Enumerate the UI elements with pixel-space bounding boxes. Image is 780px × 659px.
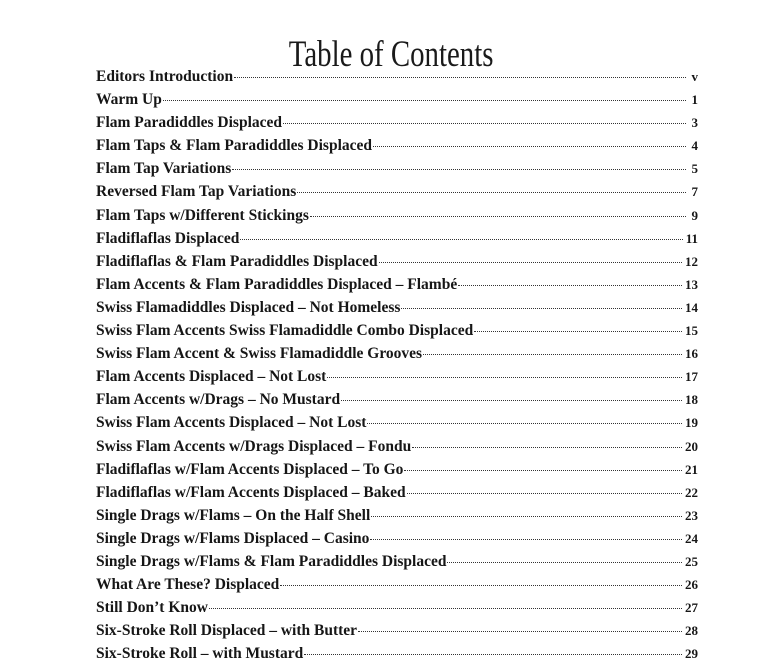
toc-entry-page: 22 [685, 484, 698, 500]
toc-entry-title: Editors Introduction [96, 68, 234, 85]
toc-entry-title: Reversed Flam Tap Variations [96, 183, 297, 201]
dot-leader [304, 654, 682, 655]
toc-entry-title: Swiss Flamadiddles Displaced – Not Homeless [96, 298, 401, 316]
toc-entry-page: 19 [685, 415, 698, 431]
toc-entry [96, 391, 698, 414]
dot-leader [447, 562, 682, 563]
toc-entry [96, 414, 698, 437]
toc-entry [96, 507, 698, 530]
toc-entry-title: Swiss Flam Accents Swiss Flamadiddle Combo Displaced [96, 322, 474, 340]
dot-leader [458, 285, 682, 286]
toc-entry-title: Six-Stroke Roll – with Mustard [96, 645, 304, 659]
toc-entry-title: Single Drags w/Flams – On the Half Shell [96, 506, 371, 524]
toc-entry [96, 622, 698, 645]
toc-entry-page: 13 [685, 276, 698, 292]
toc-entry-page: 3 [691, 115, 698, 131]
toc-entry [96, 207, 698, 230]
toc-entry-page: 14 [685, 299, 698, 315]
toc-entry [96, 345, 698, 368]
toc-entry [96, 322, 698, 345]
toc-entry [96, 137, 698, 160]
dot-leader [423, 354, 682, 355]
toc-entry-title: Single Drags w/Flams Displaced – Casino [96, 529, 370, 547]
toc-entry-title: Fladiflaflas w/Flam Accents Displaced – Baked [96, 483, 406, 501]
dot-leader [209, 608, 682, 609]
toc-entry-title: Warm Up [96, 91, 162, 109]
dot-leader [240, 239, 682, 240]
toc-entry-page: 11 [685, 230, 698, 246]
dot-leader [371, 516, 682, 517]
toc-entry-title: Six-Stroke Roll Displaced – with Butter [96, 622, 358, 640]
dot-leader [474, 331, 682, 332]
toc-entry-title: Flam Accents w/Drags – No Mustard [96, 391, 341, 409]
toc-entry [96, 599, 698, 622]
toc-entry [96, 576, 698, 599]
toc-entry [96, 368, 698, 391]
toc-entry-page: 21 [685, 461, 698, 477]
toc-entry [96, 645, 698, 659]
toc-entry-page: 1 [691, 92, 698, 108]
toc-entry [96, 114, 698, 137]
dot-leader [404, 470, 682, 471]
toc-entry [96, 91, 698, 114]
toc-entry-page: 26 [685, 577, 698, 593]
dot-leader [401, 308, 682, 309]
toc-entry [96, 160, 698, 183]
dot-leader [407, 493, 682, 494]
toc-entry-page: 16 [685, 346, 698, 362]
toc-entry [96, 438, 698, 461]
toc-entry-page: 12 [685, 253, 698, 269]
toc-entry [96, 276, 698, 299]
toc-entry-title: Single Drags w/Flams & Flam Paradiddles Displaced [96, 552, 447, 570]
dot-leader [358, 631, 682, 632]
toc-entry-title: Swiss Flam Accent & Swiss Flamadiddle Grooves [96, 345, 423, 363]
toc-entry-page: 23 [685, 507, 698, 523]
toc-entry [96, 461, 698, 484]
dot-leader [232, 169, 686, 170]
dot-leader [379, 262, 682, 263]
dot-leader [370, 539, 682, 540]
toc-entry-page: 18 [685, 392, 698, 408]
dot-leader [283, 123, 686, 124]
dot-leader [297, 192, 686, 193]
toc-entry-title: Flam Taps w/Different Stickings [96, 206, 309, 224]
dot-leader [234, 77, 686, 78]
toc-entry-page: 4 [691, 138, 698, 154]
toc-entry-page: 5 [691, 161, 698, 177]
dot-leader [280, 585, 682, 586]
dot-leader [373, 146, 686, 147]
dot-leader [310, 216, 686, 217]
toc-entry-title: Flam Tap Variations [96, 160, 232, 178]
toc-entry-page: 25 [685, 553, 698, 569]
toc-entry [96, 299, 698, 322]
toc-entry [96, 68, 698, 91]
toc-entry-page: v [691, 69, 698, 84]
toc-entry-page: 7 [691, 184, 698, 200]
toc-entry [96, 183, 698, 206]
toc-entry-title: Flam Paradiddles Displaced [96, 114, 283, 132]
toc-entry-title: Flam Accents Displaced – Not Lost [96, 368, 327, 386]
toc-entry-page: 29 [685, 646, 698, 659]
toc-entry-page: 28 [685, 623, 698, 639]
page-title: Table of Contents [288, 33, 494, 75]
toc-entry-page: 20 [685, 438, 698, 454]
toc-entry [96, 553, 698, 576]
toc-entry [96, 530, 698, 553]
toc-entry-title: Fladiflaflas w/Flam Accents Displaced – To Go [96, 460, 404, 478]
toc-entry-title: Swiss Flam Accents Displaced – Not Lost [96, 414, 367, 432]
toc-entry [96, 230, 698, 253]
dot-leader [341, 400, 682, 401]
toc-entry-title: What Are These? Displaced [96, 576, 280, 594]
toc-entry-page: 27 [685, 600, 698, 616]
toc-entry-title: Swiss Flam Accents w/Drags Displaced – Fondu [96, 437, 412, 455]
dot-leader [327, 377, 682, 378]
toc-entry-title: Flam Taps & Flam Paradiddles Displaced [96, 137, 373, 155]
toc-entry-title: Still Don’t Know [96, 599, 208, 617]
toc-entry-page: 17 [685, 369, 698, 385]
toc-entry-title: Flam Accents & Flam Paradiddles Displaced – Flambé [96, 275, 458, 293]
dot-leader [163, 100, 686, 101]
toc-entry [96, 253, 698, 276]
toc-entry-page: 24 [685, 530, 698, 546]
dot-leader [412, 447, 682, 448]
toc-list [96, 68, 698, 659]
toc-entry-page: 15 [685, 323, 698, 339]
dot-leader [367, 423, 682, 424]
toc-entry-title: Fladiflaflas & Flam Paradiddles Displaced [96, 252, 378, 270]
toc-entry [96, 484, 698, 507]
toc-entry-title: Fladiflaflas Displaced [96, 229, 240, 247]
toc-entry-page: 9 [691, 207, 698, 223]
